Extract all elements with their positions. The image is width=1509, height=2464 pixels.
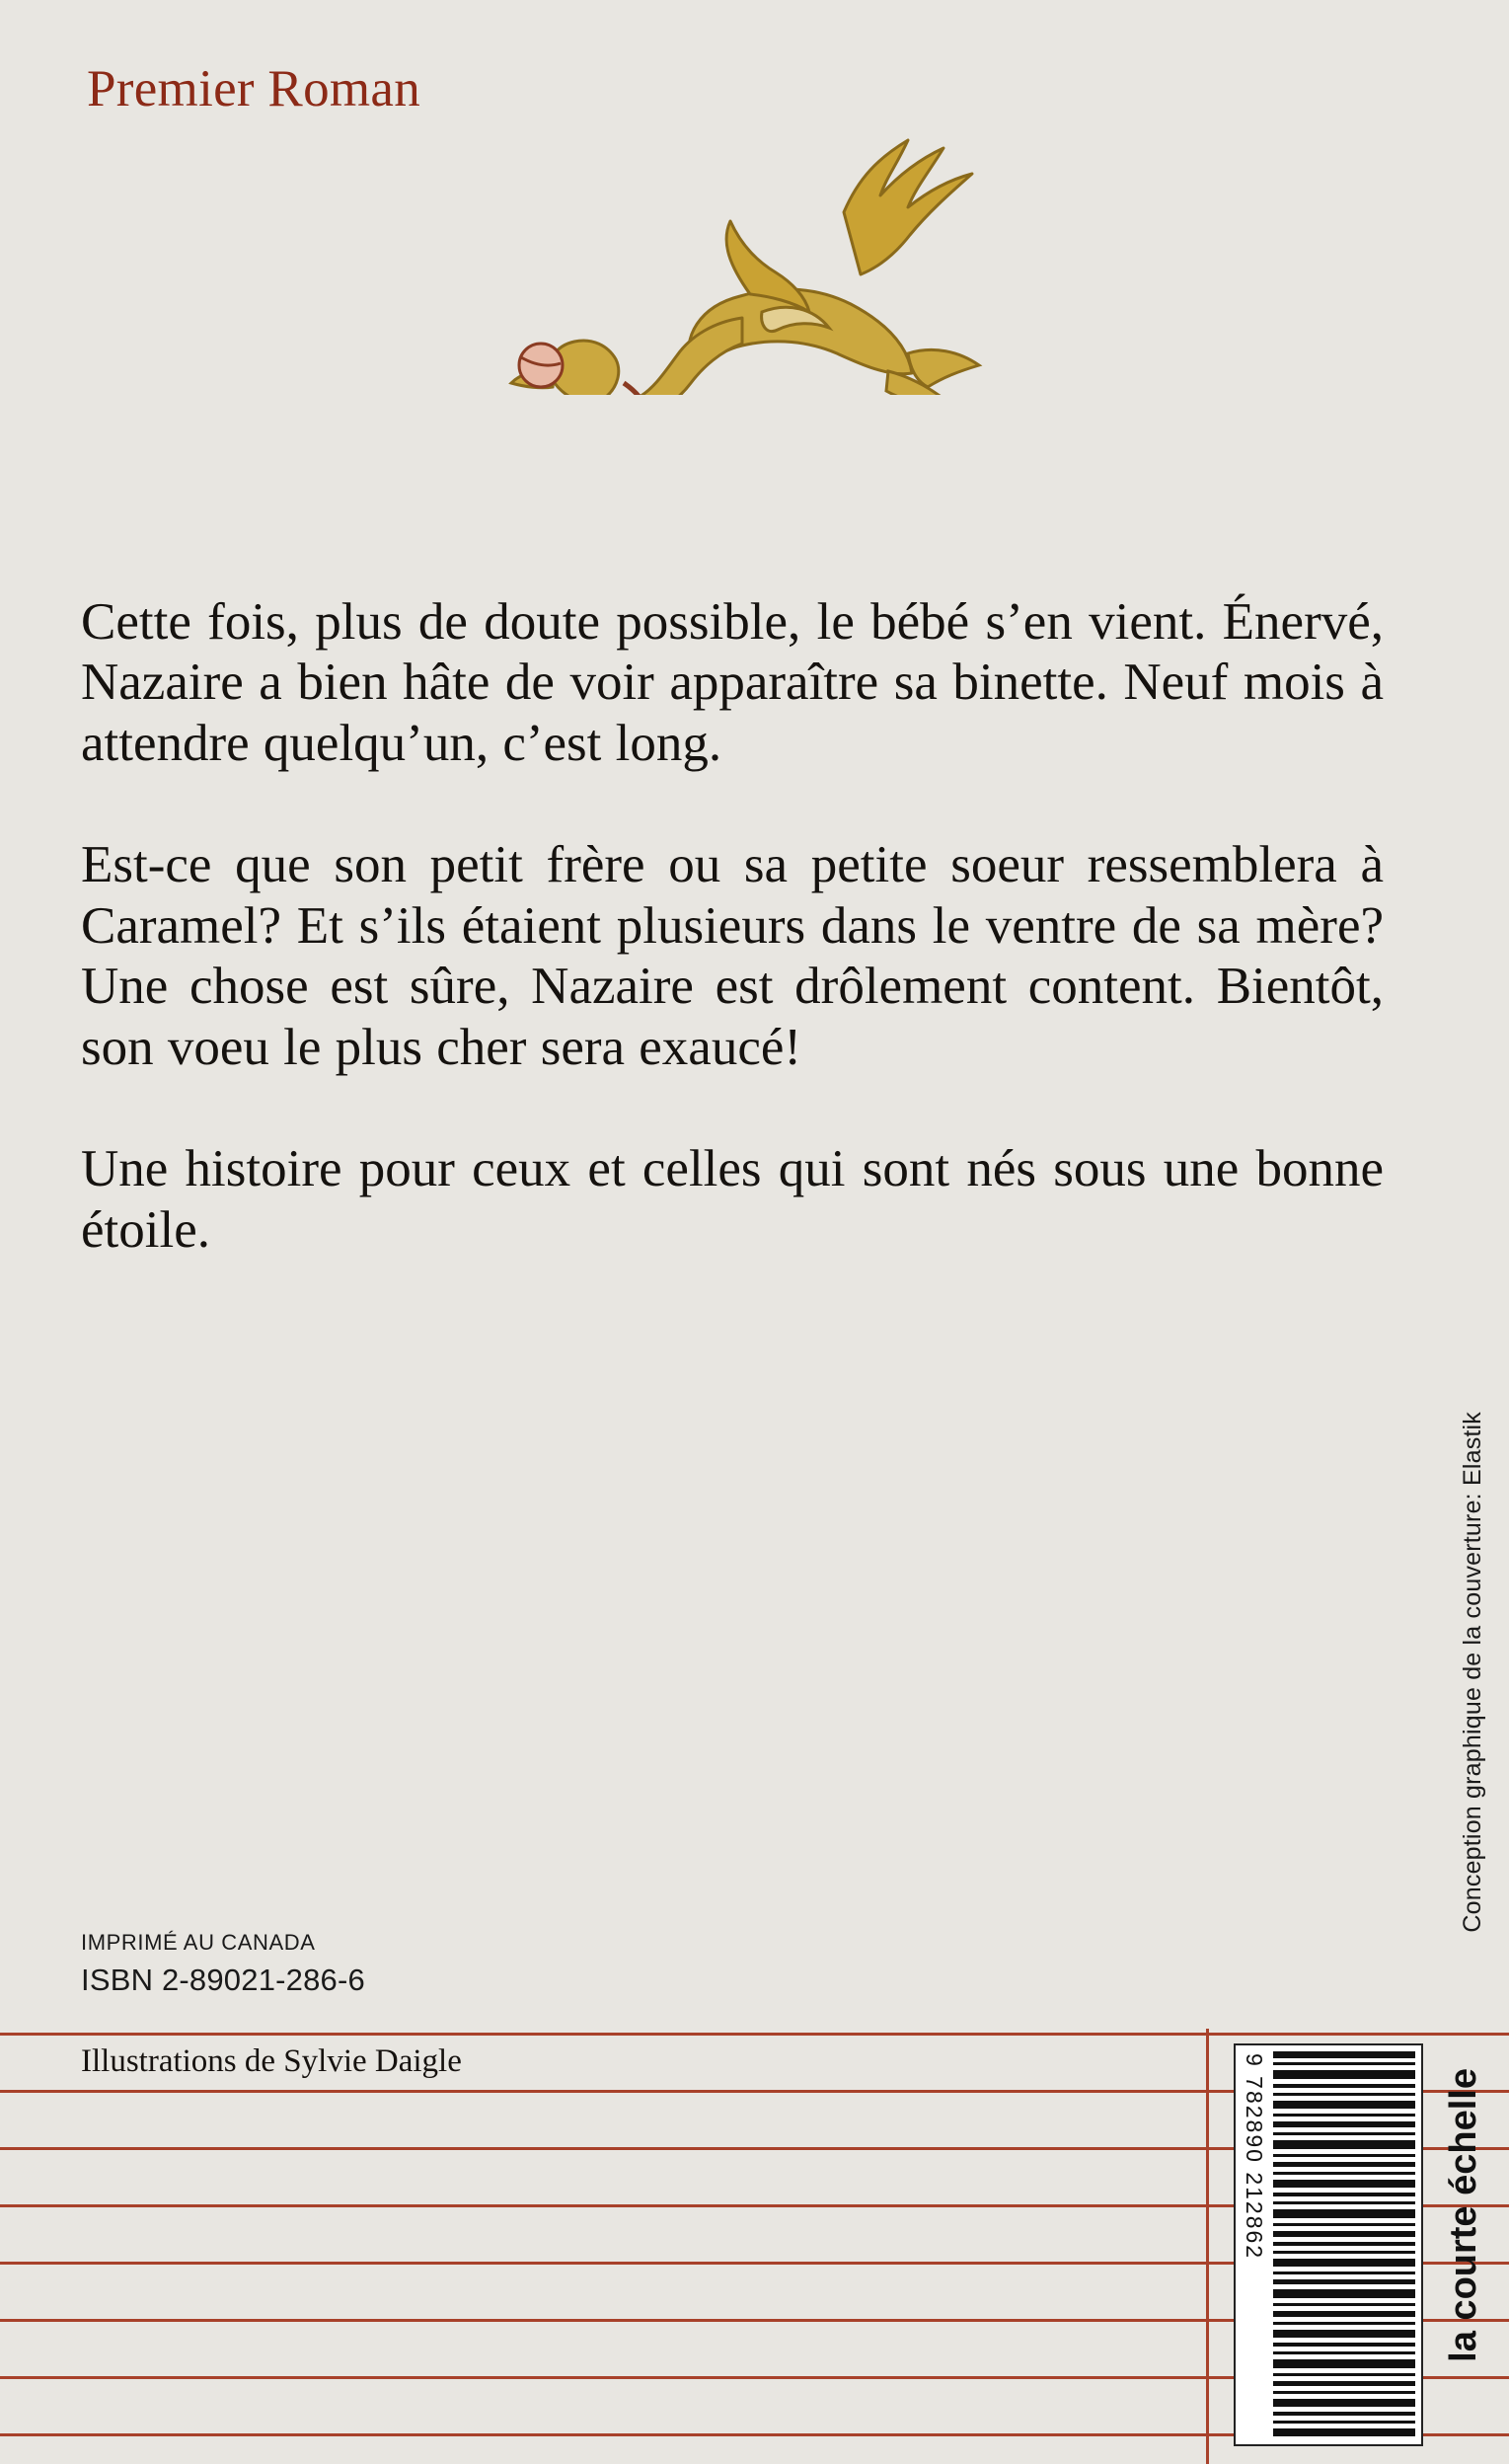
- cover-design-credit: Conception graphique de la couverture: Elastik: [1459, 1412, 1486, 1933]
- printed-in-label: IMPRIMÉ AU CANADA: [81, 1930, 316, 1955]
- blurb-paragraph-1: Cette fois, plus de doute possible, le bébé s’en vient. Énervé, Nazaire a bien hâte de voir apparaître sa binette. Neuf mois à attendre quelqu’un, c’est long.: [81, 593, 1384, 772]
- illustration-credit: Illustrations de Sylvie Daigle: [81, 2043, 472, 2080]
- barcode-digits: 9 782890 212862: [1242, 2053, 1267, 2261]
- collection-label: Premier Roman: [87, 60, 421, 117]
- barcode-bars: [1273, 2051, 1415, 2438]
- blurb-paragraph-3: Une histoire pour ceux et celles qui sont nés sous une bonne étoile.: [81, 1140, 1384, 1259]
- barcode: [1234, 2043, 1423, 2446]
- rule-vertical-line: [1206, 2029, 1209, 2464]
- rule-line: [0, 2033, 1509, 2036]
- blurb-text: [81, 592, 1384, 1261]
- dog-illustration: [395, 118, 1007, 395]
- blurb-paragraph-2: Est-ce que son petit frère ou sa petite soeur ressemblera à Caramel? Et s’ils étaient plusieurs dans le ventre de sa mère? Une chose est sûre, Nazaire est drôlement content. Bientôt, son voeu le plus cher sera exaucé!: [81, 836, 1384, 1076]
- isbn-label: ISBN 2-89021-286-6: [81, 1963, 365, 1997]
- publisher-name: la courte échelle: [1443, 2068, 1484, 2362]
- imprint-block: [81, 1930, 365, 1998]
